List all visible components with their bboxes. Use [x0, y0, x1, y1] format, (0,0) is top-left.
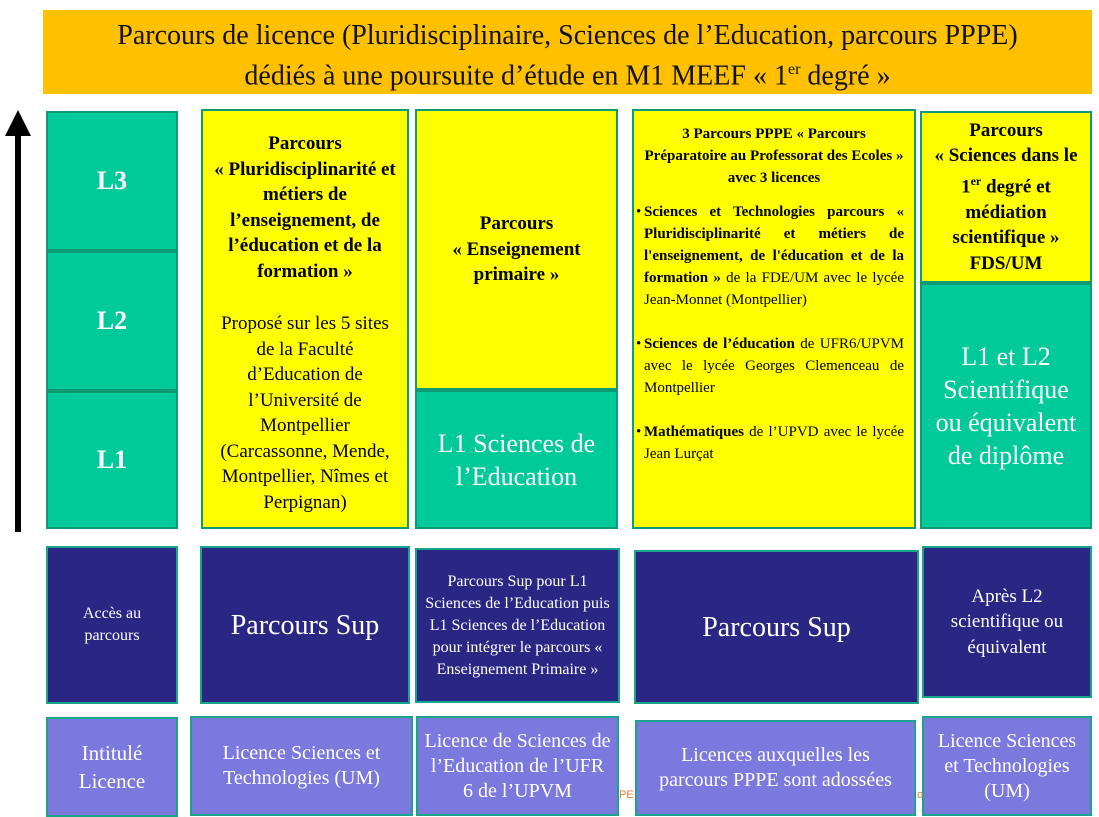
enseignement-primaire-parcours — [415, 109, 618, 390]
footer-fragment: o — [917, 789, 924, 801]
licence-row-label: Intitulé Licence — [46, 717, 178, 817]
access-row-label: Accès au parcours — [46, 546, 178, 704]
level-l1: L1 — [46, 391, 178, 529]
parcours-name: « Sciences dans le 1er degré et médiation scientifique » — [934, 145, 1078, 249]
parcours-faculty: FDS/UM — [969, 252, 1043, 274]
access-col3: Parcours Sup — [634, 550, 919, 704]
parcours-sites: Proposé sur les 5 sites de la Faculté d’Education de l’Université de Montpellier (Carcassonne, Mende, Montpellier, Nîmes et Perpignan) — [220, 313, 390, 513]
licence-col4: Licence Sciences et Technologies (UM) — [922, 716, 1092, 816]
access-col1: Parcours Sup — [200, 546, 410, 704]
parcours-label: Parcours — [268, 133, 342, 154]
pppe-licence-list — [644, 201, 904, 465]
pppe-heading: 3 Parcours PPPE « Parcours Préparatoire au Professorat des Ecoles » avec 3 licences — [644, 126, 904, 186]
level-l3: L3 — [46, 111, 178, 251]
list-item: • Mathématiques de l’UPVD avec le lycée Jean Lurçat — [644, 421, 904, 465]
parcours-label: Parcours — [969, 119, 1043, 141]
sciences-premier-degre-parcours — [920, 111, 1092, 283]
list-item: • Sciences et Technologies parcours « Pluridisciplinarité et métiers de l'enseignement, de l'éducation et de la formation » de la FDE/UM avec le lycée Jean-Monnet (Montpellier) — [644, 201, 904, 311]
title-line-1: Parcours de licence (Pluridisciplinaire, Sciences de l’Education, parcours PPPE) — [117, 20, 1018, 51]
parcours-label: Parcours — [479, 213, 554, 235]
parcours-name: « Enseignement primaire » — [452, 238, 581, 286]
access-col2: Parcours Sup pour L1 Sciences de l’Education puis L1 Sciences de l’Education pour intégrer le parcours « Enseignement Primaire » — [415, 548, 620, 703]
page-title — [43, 10, 1092, 94]
licence-col2: Licence de Sciences de l’Education de l’UFR 6 de l’UPVM — [416, 716, 619, 816]
licence-col1: Licence Sciences et Technologies (UM) — [190, 716, 413, 816]
level-l2: L2 — [46, 251, 178, 391]
list-item: • Sciences de l’éducation de UFR6/UPVM avec le lycée Georges Clemenceau de Montpellier — [644, 333, 904, 399]
pppe-parcours — [632, 109, 916, 529]
l1-sciences-education: L1 Sciences de l’Education — [415, 390, 618, 529]
parcours-name: « Pluridisciplinarité et métiers de l’enseignement, de l’éducation et de la formation » — [214, 158, 396, 282]
title-line-2: dédiés à une poursuite d’étude en M1 MEEF « 1er degré » — [244, 60, 891, 92]
licence-col3: Licences auxquelles les parcours PPPE sont adossées — [635, 720, 916, 816]
footer-fragment: PE — [619, 789, 634, 801]
pluridisciplinarite-parcours — [201, 109, 409, 529]
access-col4: Après L2 scientifique ou équivalent — [922, 546, 1092, 698]
l1-l2-scientifique: L1 et L2 Scientifique ou équivalent de diplôme — [920, 283, 1092, 529]
